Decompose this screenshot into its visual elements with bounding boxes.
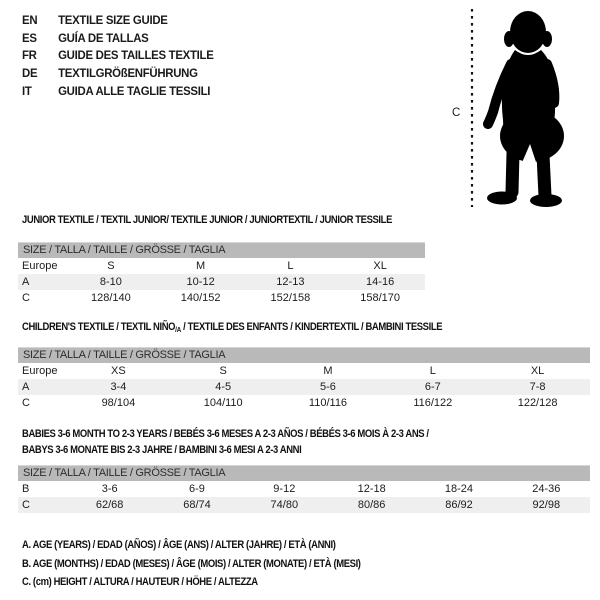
table-cell: 6-9 [189, 483, 205, 495]
junior-size-table [18, 242, 425, 306]
table-cell: 3-6 [101, 483, 118, 495]
size-header-bar: SIZE / TALLA / TAILLE / GRÖSSE / TAGLIA [18, 242, 425, 258]
babies-size-table [18, 465, 590, 513]
row-label: A [22, 276, 30, 288]
language-row-es [22, 30, 214, 48]
table-cell: 86/92 [445, 499, 473, 511]
language-label: GUIDA ALLE TAGLIE TESSILI [58, 83, 211, 98]
height-measure-label: C [452, 107, 461, 119]
table-cell: 128/140 [90, 292, 131, 304]
table-row-c [18, 497, 590, 513]
row-label: C [22, 292, 30, 304]
table-cell: 7-8 [529, 381, 546, 393]
note-height: C. (cm) HEIGHT / ALTURA / HAUTEUR / HÖHE / ALTEZZA [22, 576, 258, 588]
table-cell: 12-18 [357, 483, 386, 495]
table-cell: M [323, 365, 333, 377]
table-row-b [18, 481, 590, 497]
junior-section-title: JUNIOR TEXTILE / TEXTIL JUNIOR/ TEXTILE JUNIOR / JUNIORTEXTIL / JUNIOR TESSILE [22, 214, 393, 226]
table-cell: XL [530, 365, 545, 377]
table-row-c [18, 395, 590, 411]
baby-silhouette-icon [483, 8, 573, 207]
table-row-europe [18, 363, 590, 379]
row-label: C [22, 499, 30, 511]
row-label: A [22, 381, 30, 393]
table-cell: S [107, 260, 115, 272]
language-row-en [22, 12, 214, 30]
children-title-main: CHILDREN'S TEXTILE / TEXTIL NIÑO [22, 321, 176, 333]
babies-section-title [22, 426, 429, 458]
babies-title-line1: BABIES 3-6 MONTH TO 2-3 YEARS / BEBÉS 3-6 MESES A 2-3 AÑOS / BÉBÉS 3-6 MOIS À 2-3 ANS / [22, 428, 429, 440]
table-cell: 80/86 [357, 499, 386, 511]
table-cell: M [196, 260, 206, 272]
table-cell: 18-24 [444, 483, 474, 495]
children-size-table [18, 347, 590, 411]
row-label: Europe [22, 365, 58, 377]
table-cell: 6-7 [424, 381, 441, 393]
table-cell: 12-13 [276, 276, 305, 288]
table-cell: 140/152 [180, 292, 221, 304]
table-cell: 122/128 [517, 397, 558, 409]
language-list [22, 12, 224, 100]
children-section-title [22, 321, 442, 334]
row-label: B [22, 483, 30, 495]
row-label: C [22, 397, 30, 409]
note-age-months: B. AGE (MONTHS) / EDAD (MESES) / ÂGE (MOIS) / ALTER (MONATE) / ETÀ (MESI) [22, 557, 361, 570]
table-cell: 14-16 [366, 276, 395, 288]
legend-notes [22, 536, 416, 592]
table-cell: 10-12 [186, 276, 215, 288]
table-cell: 152/158 [270, 292, 311, 304]
table-cell: XL [373, 260, 387, 272]
language-code: EN [22, 13, 38, 27]
height-measure-dashed-line [470, 8, 474, 208]
language-code: DE [22, 66, 38, 81]
row-label: Europe [22, 260, 58, 272]
language-row-de [22, 65, 214, 83]
table-cell: 104/110 [203, 397, 243, 409]
language-label: TEXTILE SIZE GUIDE [58, 13, 168, 27]
table-cell: 68/74 [183, 499, 211, 511]
children-title-rest: / TEXTILE DES ENFANTS / KINDERTEXTIL / BAMBINI TESSILE [180, 321, 443, 333]
table-cell: 3-4 [110, 381, 127, 393]
language-label: TEXTILGRÖßENFÜHRUNG [58, 66, 198, 81]
table-row-c [18, 290, 425, 306]
table-row-europe [18, 258, 425, 274]
table-cell: L [429, 365, 436, 377]
language-code: IT [22, 83, 32, 98]
language-code: FR [22, 48, 37, 63]
note-age-years: A. AGE (YEARS) / EDAD (AÑOS) / ÂGE (ANS) / ALTER (JAHRE) / ETÀ (ANNI) [22, 539, 336, 551]
table-cell: 116/122 [413, 397, 453, 409]
language-row-fr [22, 47, 214, 65]
table-cell: 98/104 [101, 397, 136, 409]
table-cell: 62/68 [95, 499, 124, 511]
table-cell: 4-5 [215, 381, 232, 393]
size-header-bar: SIZE / TALLA / TAILLE / GRÖSSE / TAGLIA [18, 347, 590, 363]
table-cell: 9-12 [273, 483, 296, 495]
table-cell: 24-36 [532, 483, 561, 495]
language-row-it [22, 83, 214, 101]
table-cell: 158/170 [360, 292, 400, 304]
babies-title-line2: BABYS 3-6 MONATE BIS 2-3 JAHRE / BAMBINI 3-6 MESI A 2-3 ANNI [22, 444, 302, 456]
language-label: GUIDE DES TAILLES TEXTILE [58, 48, 214, 63]
table-cell: 5-6 [320, 381, 336, 393]
table-cell: 110/116 [308, 397, 348, 409]
table-row-a [18, 379, 590, 395]
table-cell: 92/98 [532, 499, 561, 511]
language-label: GUÍA DE TALLAS [58, 30, 149, 45]
children-title-subscript: /A [175, 325, 181, 334]
table-cell: 74/80 [270, 499, 299, 511]
table-cell: 8-10 [99, 276, 122, 288]
size-header-bar: SIZE / TALLA / TAILLE / GRÖSSE / TAGLIA [18, 465, 590, 481]
table-cell: L [287, 260, 294, 272]
table-row-a [18, 274, 425, 290]
language-code: ES [22, 30, 37, 45]
table-cell: S [219, 365, 227, 377]
table-cell: XS [111, 365, 126, 377]
